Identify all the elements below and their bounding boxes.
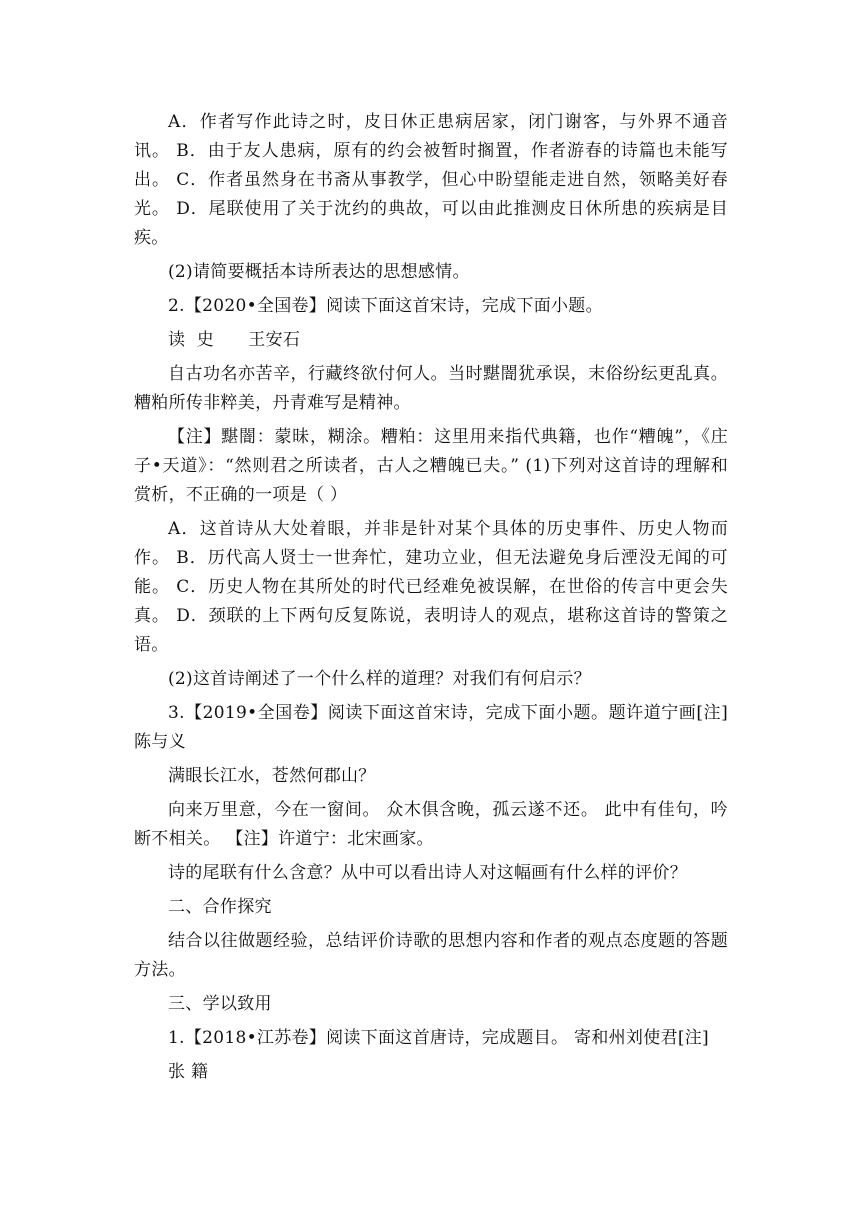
paragraph-application-q1: 1.【2018•江苏卷】阅读下面这首唐诗，完成题目。 寄和州刘使君[注]: [168, 1028, 709, 1048]
paragraph-q3-poem-body: 向来万里意，今在一窗间。 众木俱含晚，孤云遂不还。 此中有佳句，吟断不相关。 【注】许道宁：北宋画家。: [134, 800, 728, 849]
paragraph-q2-options: A．这首诗从大处着眼，并非是针对某个具体的历史事件、历史人物而作。 B．历代高人贤士一世奔忙，建功立业，但无法避免身后湮没无闻的可能。 C．历史人物在其所处的时代已经难免被误解，在世俗的传言中更会失真。 D．颈联的上下两句反复陈说，表明诗人的观点，堪称这首诗的警策之语。: [134, 519, 728, 655]
section-heading-cooperative-inquiry: 二、合作探究: [168, 897, 272, 917]
paragraph-poem-body: 自古功名亦苦辛，行藏终欲付何人。当时黮闇犹承误，末俗纷纭更乱真。糟粕所传非粹美，丹青难写是精神。: [134, 364, 728, 413]
paragraph-q2-heading: 2.【2020•全国卷】阅读下面这首宋诗，完成下面小题。: [168, 296, 603, 316]
section-heading-application: 三、学以致用: [168, 994, 272, 1014]
paragraph-q3-question: 诗的尾联有什么含意？从中可以看出诗人对这幅画有什么样的评价？: [168, 863, 687, 883]
paragraph-q3-poem-line1: 满眼长江水，苍然何郡山？: [168, 766, 376, 786]
paragraph-poet-name: 张 籍: [168, 1062, 209, 1082]
paragraph-poem-note: 【注】黮闇：蒙昧，糊涂。糟粕：这里用来指代典籍，也作“糟魄”，《庄子•天道》：“然则君之所读者，古人之糟魄已夫。” (1)下列对这首诗的理解和赏析，不正确的一项是（ ）: [134, 427, 728, 505]
paragraph-q2-part2: (2)这首诗阐述了一个什么样的道理？对我们有何启示？: [168, 669, 591, 689]
document-page: [134, 108, 751, 1092]
paragraph-q1-part2: (2)请简要概括本诗所表达的思想感情。: [168, 262, 470, 282]
paragraph-q3-heading: 3.【2019•全国卷】阅读下面这首宋诗，完成下面小题。题许道宁画[注] 陈与义: [134, 703, 751, 752]
paragraph-q1-options: A．作者写作此诗之时，皮日休正患病居家，闭门谢客，与外界不通音讯。 B．由于友人患病，原有的约会被暂时搁置，作者游春的诗篇也未能写出。 C．作者虽然身在书斋从事教学，但心中盼望能走进自然，领略美好春光。 D．尾联使用了关于沈约的典故，可以由此推测皮日休所患的疾病是目疾。: [134, 112, 728, 248]
paragraph-poem-title-author: 读 史 王安石: [168, 330, 301, 350]
paragraph-summary-task: 结合以往做题经验，总结评价诗歌的思想内容和作者的观点态度题的答题方法。: [134, 931, 728, 980]
